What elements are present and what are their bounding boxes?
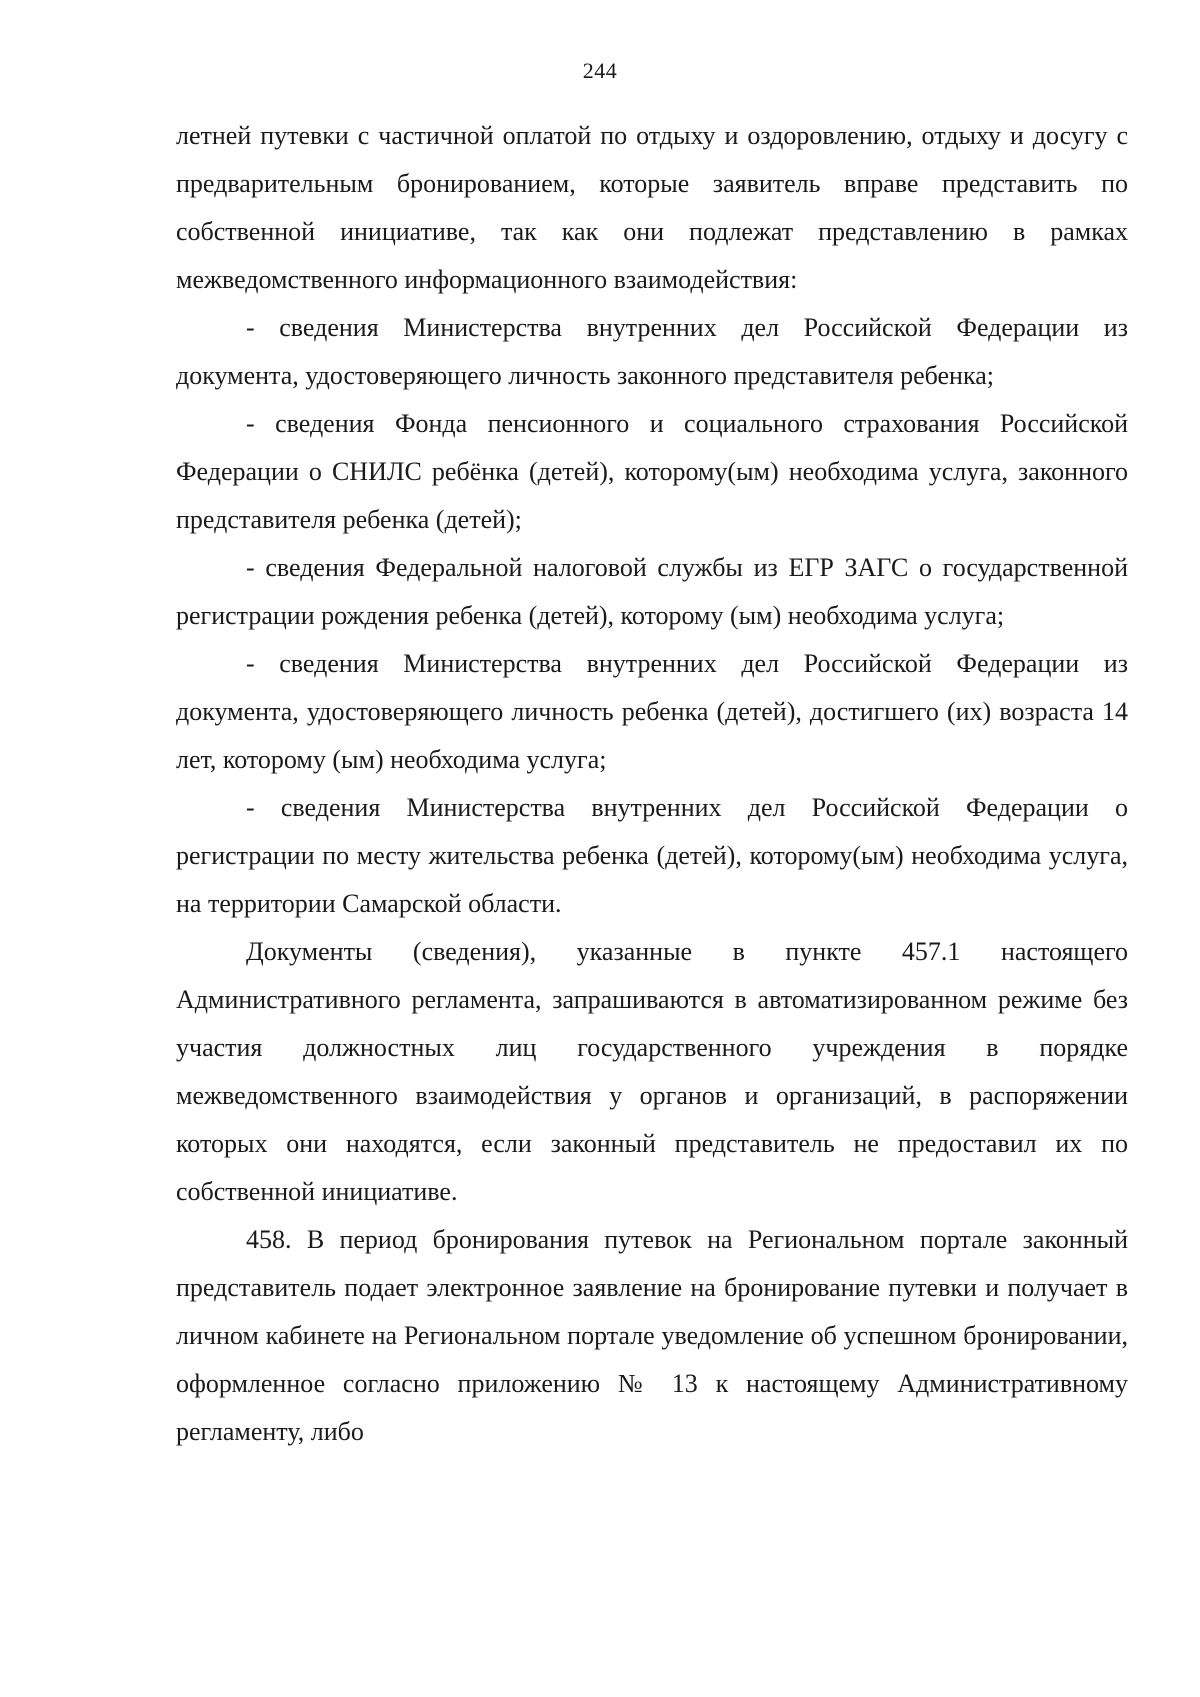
paragraph-intro-continuation: летней путевки с частичной оплатой по отдыху и оздоровлению, отдыху и досугу с предварительным бронированием, которые заявитель вправе представить по собственной инициативе, так как они подлежат представлению в рамках межведомственного информационного взаимодействия:: [176, 121, 1128, 294]
paragraph-fns-birth-registration: - сведения Федеральной налоговой службы из ЕГР ЗАГС о государственной регистрации рождения ребенка (детей), которому (ым) необходима услуга;: [176, 553, 1128, 630]
paragraph-mvd-residence-registration: - сведения Министерства внутренних дел Российской Федерации о регистрации по месту жительства ребенка (детей), которому(ым) необходима услуга, на территории Самарской области.: [176, 793, 1128, 918]
document-body: [176, 112, 1128, 1456]
paragraph-documents-requested: Документы (сведения), указанные в пункте 457.1 настоящего Административного регламента, запрашиваются в автоматизированном режиме без участия должностных лиц государственного учреждения в порядке межведомственного взаимодействия у органов и организаций, в распоряжении которых они находятся, если законный представитель не предоставил их по собственной инициативе.: [176, 937, 1128, 1206]
paragraph-458-booking-period: 458. В период бронирования путевок на Региональном портале законный представитель подает электронное заявление на бронирование путевки и получает в личном кабинете на Региональном портале уведомление об успешном бронировании, оформленное согласно приложению № 13 к настоящему Административному регламенту, либо: [176, 1225, 1128, 1446]
page-number: 244: [582, 58, 618, 83]
paragraph-mvd-child-identity: - сведения Министерства внутренних дел Российской Федерации из документа, удостоверяющего личность ребенка (детей), достигшего (их) возраста 14 лет, которому (ым) необходима услуга;: [176, 649, 1128, 774]
paragraph-sfr-snils: - сведения Фонда пенсионного и социального страхования Российской Федерации о СНИЛС ребёнка (детей), которому(ым) необходима услуга, законного представителя ребенка (детей);: [176, 409, 1128, 534]
paragraph-mvd-parent-identity: - сведения Министерства внутренних дел Российской Федерации из документа, удостоверяющего личность законного представителя ребенка;: [176, 313, 1128, 390]
